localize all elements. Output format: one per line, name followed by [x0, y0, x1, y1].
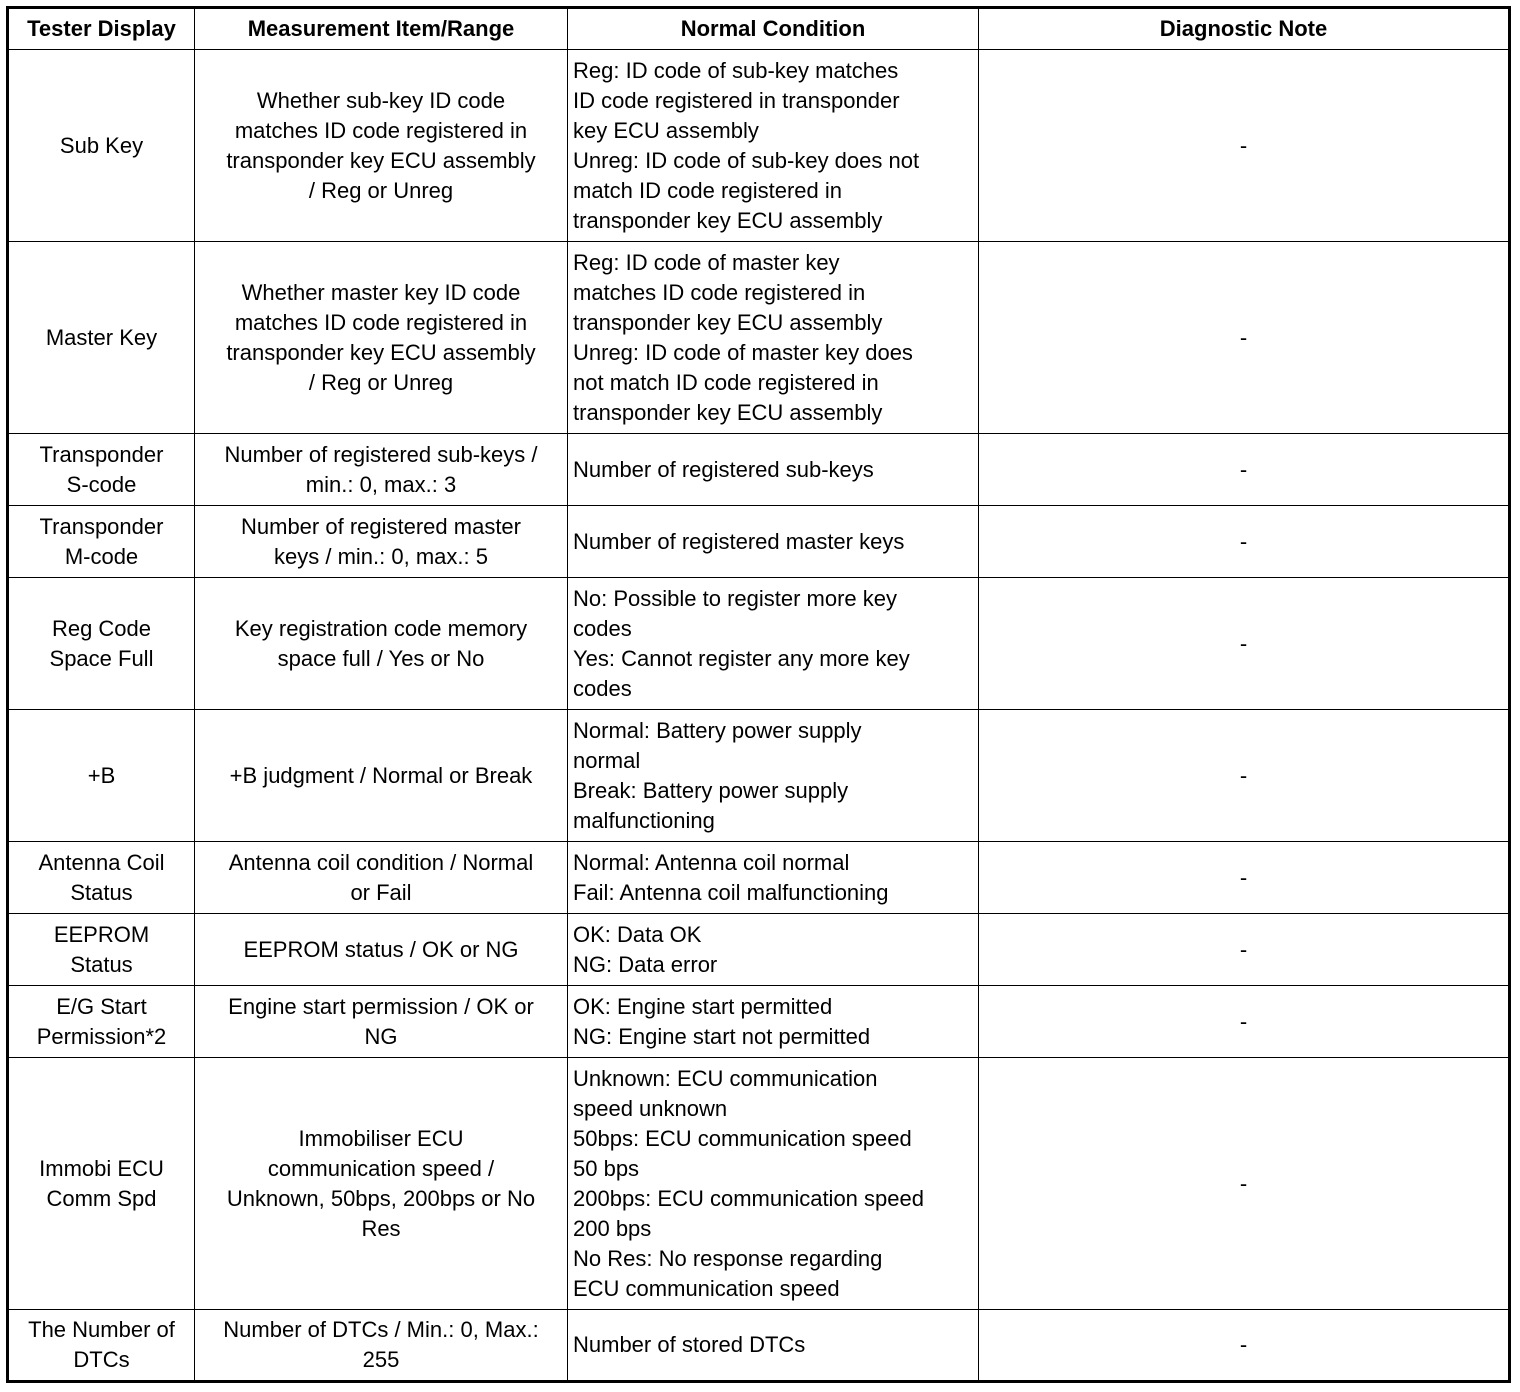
measurement-item-cell-line: Number of registered master — [241, 513, 521, 539]
measurement-item-cell-line: matches ID code registered in — [234, 309, 528, 335]
measurement-item-cell — [195, 986, 568, 1058]
diagnostic-note-cell: - — [979, 506, 1510, 578]
tester-display-cell — [8, 1058, 195, 1310]
measurement-item-cell-line: keys / min.: 0, max.: 5 — [274, 543, 488, 569]
header-measurement-item: Measurement Item/Range — [195, 8, 568, 50]
tester-display-cell — [8, 1310, 195, 1382]
tester-display-cell — [8, 242, 195, 434]
measurement-item-cell-line: transponder key ECU assembly — [226, 339, 536, 365]
normal-condition-cell — [568, 1310, 979, 1382]
measurement-item-cell-line: Whether master key ID code — [241, 279, 521, 305]
normal-condition-cell — [568, 578, 979, 710]
normal-condition-cell-line: not match ID code registered in — [573, 369, 879, 395]
diagnostic-note-cell: - — [979, 710, 1510, 842]
normal-condition-cell-line: No Res: No response regarding — [573, 1245, 883, 1271]
normal-condition-cell — [568, 986, 979, 1058]
tester-display-cell-line: DTCs — [73, 1347, 130, 1372]
tester-display-cell — [8, 578, 195, 710]
normal-condition-cell-line: ID code registered in transponder — [573, 87, 900, 113]
normal-condition-cell — [568, 242, 979, 434]
measurement-item-cell-line: Antenna coil condition / Normal — [228, 849, 534, 875]
measurement-item-cell-line: +B judgment / Normal or Break — [229, 762, 533, 788]
measurement-item-cell-line: / Reg or Unreg — [308, 177, 454, 203]
table-row — [8, 842, 1510, 914]
measurement-item-cell-line: communication speed / — [267, 1155, 495, 1181]
normal-condition-cell-line: transponder key ECU assembly — [573, 399, 883, 425]
normal-condition-cell-line: Unknown: ECU communication — [573, 1065, 878, 1091]
diagnostic-note-cell: - — [979, 50, 1510, 242]
tester-display-cell-line: Comm Spd — [46, 1185, 157, 1211]
measurement-item-cell — [195, 434, 568, 506]
diagnostic-note-cell: - — [979, 434, 1510, 506]
measurement-item-cell-line: 255 — [362, 1347, 400, 1372]
header-normal-condition: Normal Condition — [568, 8, 979, 50]
normal-condition-cell-line: Normal: Battery power supply — [573, 717, 862, 743]
measurement-item-cell-line: matches ID code registered in — [234, 117, 528, 143]
normal-condition-cell-line: Number of registered sub-keys — [573, 456, 874, 482]
table-row — [8, 578, 1510, 710]
tester-display-cell-line: Antenna Coil — [38, 849, 165, 875]
normal-condition-cell — [568, 1058, 979, 1310]
tester-display-cell-line: The Number of — [28, 1317, 175, 1342]
tester-display-cell-line: S-code — [66, 471, 137, 497]
normal-condition-cell-line: transponder key ECU assembly — [573, 309, 883, 335]
measurement-item-cell-line: Engine start permission / OK or — [228, 993, 534, 1019]
normal-condition-cell-line: Unreg: ID code of sub-key does not — [573, 147, 920, 173]
table-row — [8, 986, 1510, 1058]
normal-condition-cell-line: transponder key ECU assembly — [573, 207, 883, 233]
table-row — [8, 914, 1510, 986]
table-row — [8, 710, 1510, 842]
normal-condition-cell — [568, 710, 979, 842]
normal-condition-cell-line: NG: Engine start not permitted — [573, 1023, 871, 1049]
normal-condition-cell-line: speed unknown — [573, 1095, 728, 1121]
normal-condition-cell-line: 200bps: ECU communication speed — [573, 1185, 924, 1211]
tester-display-cell — [8, 986, 195, 1058]
measurement-item-cell-line: transponder key ECU assembly — [226, 147, 536, 173]
tester-display-cell — [8, 506, 195, 578]
normal-condition-cell — [568, 842, 979, 914]
table-row — [8, 1310, 1510, 1382]
normal-condition-cell — [568, 506, 979, 578]
tester-display-cell — [8, 710, 195, 842]
normal-condition-cell-line: OK: Engine start permitted — [573, 993, 833, 1019]
measurement-item-cell-line: Key registration code memory — [234, 615, 528, 641]
diagnostic-note-cell: - — [979, 842, 1510, 914]
normal-condition-cell-line: 50bps: ECU communication speed — [573, 1125, 912, 1151]
measurement-item-cell-line: EEPROM status / OK or NG — [243, 936, 519, 962]
measurement-item-cell-line: Whether sub-key ID code — [256, 87, 506, 113]
tester-display-cell — [8, 50, 195, 242]
table-row — [8, 242, 1510, 434]
measurement-item-cell — [195, 506, 568, 578]
diagnostic-note-cell: - — [979, 986, 1510, 1058]
tester-display-cell-line: Permission*2 — [36, 1023, 167, 1049]
measurement-item-cell — [195, 842, 568, 914]
normal-condition-cell-line: key ECU assembly — [573, 117, 759, 143]
normal-condition-cell-line: Unreg: ID code of master key does — [573, 339, 913, 365]
normal-condition-cell-line: 50 bps — [573, 1155, 640, 1181]
tester-display-cell-line: Master Key — [45, 324, 158, 350]
tester-display-cell-line: Transponder — [39, 441, 164, 467]
tester-display-cell-line: +B — [87, 762, 116, 788]
normal-condition-cell — [568, 434, 979, 506]
measurement-item-cell-line: min.: 0, max.: 3 — [305, 471, 457, 497]
header-tester-display: Tester Display — [8, 8, 195, 50]
tester-display-cell-line: Reg Code — [51, 615, 152, 641]
normal-condition-cell-line: Yes: Cannot register any more key — [573, 645, 910, 671]
tester-display-cell-line: Immobi ECU — [39, 1155, 164, 1181]
measurement-item-cell — [195, 50, 568, 242]
tester-display-cell-line: Sub Key — [59, 132, 144, 158]
diagnostic-note-cell: - — [979, 1058, 1510, 1310]
normal-condition-cell-line: Reg: ID code of master key — [573, 249, 840, 275]
measurement-item-cell-line: Number of DTCs / Min.: 0, Max.: — [223, 1317, 539, 1342]
normal-condition-cell-line: match ID code registered in — [573, 177, 843, 203]
measurement-item-cell — [195, 1310, 568, 1382]
measurement-item-cell-line: space full / Yes or No — [277, 645, 485, 671]
tester-display-cell — [8, 434, 195, 506]
normal-condition-cell — [568, 50, 979, 242]
normal-condition-cell-line: codes — [573, 675, 632, 701]
diagnostic-note-cell: - — [979, 578, 1510, 710]
normal-condition-cell-line: codes — [573, 615, 632, 641]
normal-condition-cell-line: normal — [573, 747, 641, 773]
header-diagnostic-note: Diagnostic Note — [979, 8, 1510, 50]
table-row — [8, 50, 1510, 242]
tester-display-cell-line: Transponder — [39, 513, 164, 539]
normal-condition-cell — [568, 914, 979, 986]
diagnostic-note-cell: - — [979, 914, 1510, 986]
measurement-item-cell — [195, 710, 568, 842]
table-row — [8, 506, 1510, 578]
measurement-item-cell-line: Res — [361, 1215, 401, 1241]
measurement-item-cell — [195, 578, 568, 710]
measurement-item-cell — [195, 242, 568, 434]
tester-display-cell-line: M-code — [64, 543, 139, 569]
normal-condition-cell-line: NG: Data error — [573, 951, 718, 977]
measurement-item-cell-line: Immobiliser ECU — [298, 1125, 464, 1151]
measurement-item-cell-line: NG — [364, 1023, 398, 1049]
normal-condition-cell-line: OK: Data OK — [573, 921, 702, 947]
table-row — [8, 1058, 1510, 1310]
data-monitor-table — [6, 6, 1511, 1383]
measurement-item-cell-line: or Fail — [350, 879, 412, 905]
tester-display-cell — [8, 842, 195, 914]
table-row — [8, 434, 1510, 506]
measurement-item-cell — [195, 1058, 568, 1310]
diagnostic-note-cell: - — [979, 242, 1510, 434]
normal-condition-cell-line: 200 bps — [573, 1215, 652, 1241]
normal-condition-cell-line: Normal: Antenna coil normal — [573, 849, 850, 875]
tester-display-cell-line: Space Full — [49, 645, 154, 671]
tester-display-cell — [8, 914, 195, 986]
normal-condition-cell-line: ECU communication speed — [573, 1275, 840, 1301]
measurement-item-cell — [195, 914, 568, 986]
normal-condition-cell-line: Break: Battery power supply — [573, 777, 849, 803]
tester-display-cell-line: EEPROM — [53, 921, 150, 947]
normal-condition-cell-line: Fail: Antenna coil malfunctioning — [573, 879, 889, 905]
measurement-item-cell-line: Unknown, 50bps, 200bps or No — [226, 1185, 536, 1211]
measurement-item-cell-line: / Reg or Unreg — [308, 369, 454, 395]
normal-condition-cell-line: Number of registered master keys — [573, 528, 905, 554]
diagnostic-note-cell: - — [979, 1310, 1510, 1382]
normal-condition-cell-line: malfunctioning — [573, 807, 715, 833]
measurement-item-cell-line: Number of registered sub-keys / — [224, 441, 538, 467]
normal-condition-cell-line: Reg: ID code of sub-key matches — [573, 57, 899, 83]
normal-condition-cell-line: matches ID code registered in — [573, 279, 866, 305]
normal-condition-cell-line: Number of stored DTCs — [573, 1332, 806, 1357]
tester-display-cell-line: Status — [70, 879, 133, 905]
table-header-row — [8, 8, 1510, 50]
normal-condition-cell-line: No: Possible to register more key — [573, 585, 898, 611]
tester-display-cell-line: E/G Start — [56, 993, 147, 1019]
tester-display-cell-line: Status — [70, 951, 133, 977]
